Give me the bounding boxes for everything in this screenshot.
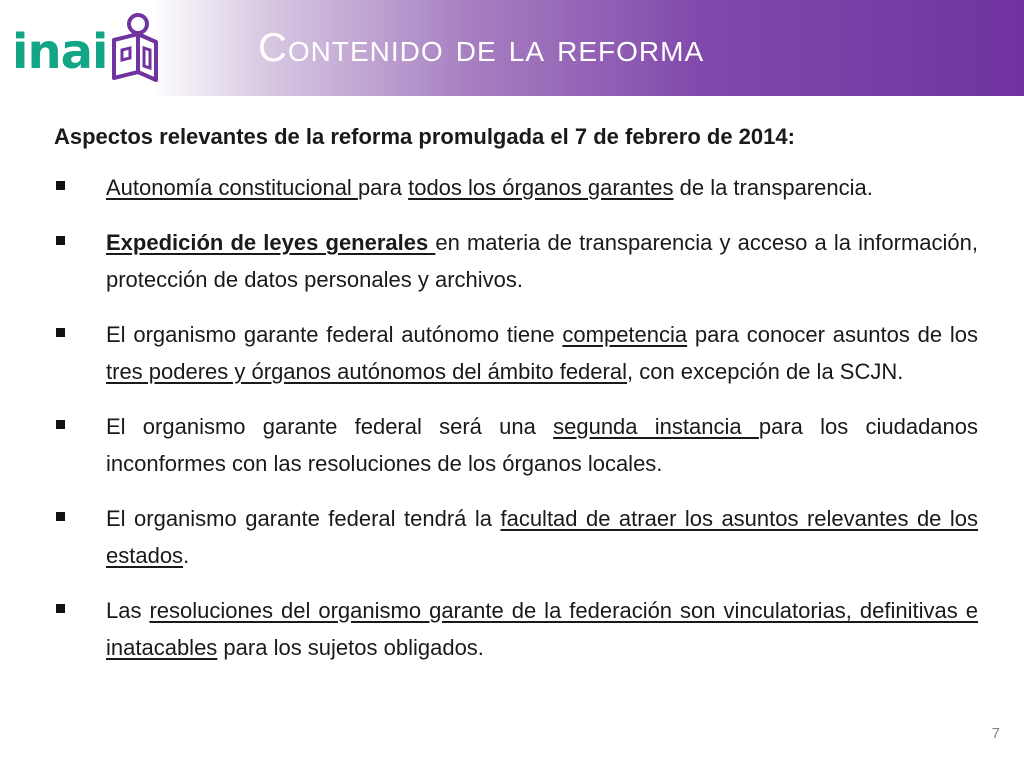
bullet-text-segment: El organismo garante federal tendrá la (106, 506, 501, 531)
bullet-text-segment: tres poderes y órganos autónomos del ámbito federal (106, 359, 627, 384)
bullet-text-segment: Las (106, 598, 150, 623)
bullet-text-segment: segunda instancia (553, 414, 759, 439)
bullet-item (54, 169, 978, 206)
slide-title: Contenido de la reforma (258, 26, 705, 70)
bullet-text-segment: facultad de atraer los asuntos relevantes de los estados (106, 506, 978, 568)
bullet-text-segment: para los ciudadanos inconformes con las resoluciones de los órganos locales. (106, 414, 979, 476)
square-bullet-icon (56, 604, 65, 613)
bullet-text-segment: en materia de transparencia y acceso a la información, protección de datos personales y archivos. (106, 230, 978, 292)
square-bullet-icon (56, 181, 65, 190)
intro-heading: Aspectos relevantes de la reforma promulgada el 7 de febrero de 2014: (54, 124, 795, 149)
square-bullet-icon (56, 420, 65, 429)
bullet-text-segment: para conocer asuntos de los (687, 322, 978, 347)
bullet-text-segment: competencia (562, 322, 688, 347)
bullet-text-segment: Expedición de leyes generales (106, 230, 436, 255)
bullet-item (54, 408, 978, 482)
slide-content (54, 118, 978, 684)
person-book-icon (108, 12, 160, 84)
square-bullet-icon (56, 236, 65, 245)
bullet-text-segment: . (183, 543, 190, 568)
bullet-list (54, 169, 978, 666)
bullet-text-segment: Autonomía constitucional (106, 175, 358, 200)
page-number: 7 (991, 725, 1000, 742)
bullet-text-segment: El organismo garante federal será una (106, 414, 554, 439)
bullet-item (54, 316, 978, 390)
slide-header (0, 0, 1024, 96)
inai-logo (12, 12, 162, 87)
bullet-item (54, 592, 978, 666)
logo-wordmark: inai (12, 24, 108, 80)
bullet-text-segment: todos los órganos garantes (408, 175, 674, 200)
bullet-text-segment: para (357, 175, 409, 200)
bullet-item (54, 500, 978, 574)
square-bullet-icon (56, 328, 65, 337)
bullet-text-segment: de la transparencia. (673, 175, 873, 200)
bullet-text-segment: resoluciones del organismo garante de la federación son vinculatorias, definitivas e inatacables (106, 598, 978, 660)
square-bullet-icon (56, 512, 65, 521)
bullet-text-segment: , con excepción de la SCJN. (626, 359, 904, 384)
bullet-text-segment: El organismo garante federal autónomo tiene (106, 322, 563, 347)
bullet-item (54, 224, 978, 298)
bullet-text-segment: para los sujetos obligados. (217, 635, 484, 660)
